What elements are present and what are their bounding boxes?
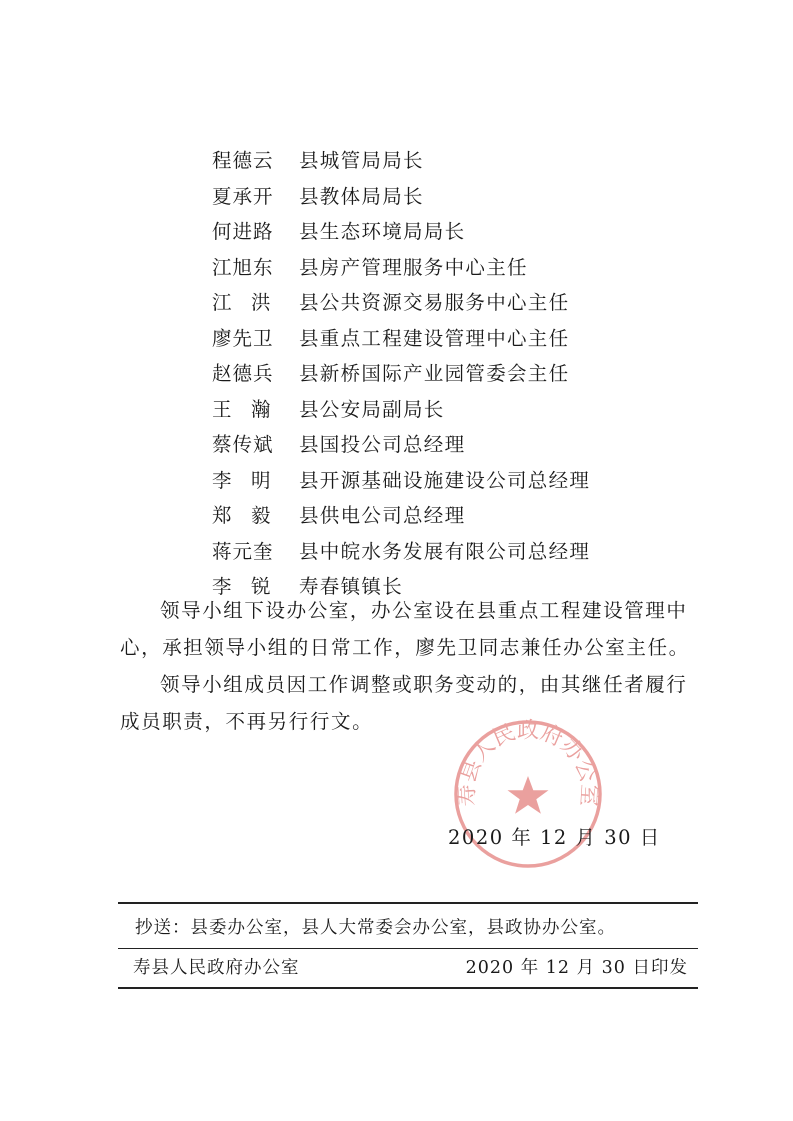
member-row bbox=[212, 427, 682, 463]
member-row bbox=[212, 498, 682, 534]
member-row bbox=[212, 285, 682, 321]
official-seal bbox=[448, 714, 608, 874]
issuing-office: 寿县人民政府办公室 bbox=[133, 958, 300, 978]
member-name: 程德云 bbox=[212, 149, 274, 172]
member-name: 王 瀚 bbox=[212, 397, 271, 421]
member-title: 县国投公司总经理 bbox=[299, 433, 466, 456]
member-name: 赵德兵 bbox=[212, 362, 274, 385]
member-title: 县生态环境局局长 bbox=[299, 220, 466, 243]
member-title: 县教体局局长 bbox=[299, 184, 424, 208]
seal-text: 寿县人民政府办公室 bbox=[454, 718, 602, 808]
member-title: 县中皖水务发展有限公司总经理 bbox=[299, 539, 591, 563]
member-title: 县供电公司总经理 bbox=[299, 504, 466, 527]
member-name: 李 锐 bbox=[212, 575, 271, 598]
member-name: 李 明 bbox=[212, 468, 271, 492]
member-name: 江 洪 bbox=[212, 291, 271, 314]
star-icon bbox=[508, 776, 549, 814]
footer-rule-bottom bbox=[118, 987, 698, 989]
member-name: 蒋元奎 bbox=[212, 539, 274, 563]
member-name: 蔡传斌 bbox=[212, 433, 274, 456]
paragraph-office-text: 领导小组下设办公室，办公室设在县重点工程建设管理中心，承担领导小组的日常工作，廖先卫同志兼任办公室主任。 bbox=[120, 599, 690, 659]
member-title: 县开源基础设施建设公司总经理 bbox=[299, 468, 591, 492]
signature-date: 2020 年 12 月 30 日 bbox=[448, 826, 661, 849]
member-row bbox=[212, 392, 682, 428]
member-row bbox=[212, 321, 682, 357]
member-row bbox=[212, 143, 682, 179]
member-title: 县公安局副局长 bbox=[299, 397, 445, 421]
member-name: 夏承开 bbox=[212, 184, 274, 208]
member-title: 县公共资源交易服务中心主任 bbox=[299, 291, 570, 314]
print-date: 2020 年 12 月 30 日印发 bbox=[465, 958, 688, 978]
footer-rule-top bbox=[118, 902, 698, 904]
cc-line: 抄送：县委办公室，县人大常委会办公室，县政协办公室。 bbox=[135, 918, 616, 938]
member-name: 何进路 bbox=[212, 220, 274, 243]
member-title: 县房产管理服务中心主任 bbox=[299, 255, 528, 279]
member-title: 寿春镇镇长 bbox=[299, 575, 404, 598]
member-title: 县新桥国际产业园管委会主任 bbox=[299, 362, 570, 385]
member-row bbox=[212, 250, 682, 286]
footer-rule-middle bbox=[118, 948, 698, 949]
member-list bbox=[212, 143, 682, 605]
member-row bbox=[212, 534, 682, 570]
paragraph-succession-text: 领导小组成员因工作调整或职务变动的，由其继任者履行成员职责，不再另行行文。 bbox=[120, 673, 688, 733]
member-row bbox=[212, 179, 682, 215]
member-row bbox=[212, 214, 682, 250]
member-row bbox=[212, 463, 682, 499]
paragraph-succession bbox=[120, 666, 700, 740]
member-name: 廖先卫 bbox=[212, 326, 274, 350]
member-title: 县城管局局长 bbox=[299, 149, 424, 172]
paragraph-office bbox=[120, 592, 700, 666]
member-name: 郑 毅 bbox=[212, 504, 271, 527]
member-row bbox=[212, 356, 682, 392]
member-name: 江旭东 bbox=[212, 255, 274, 279]
member-title: 县重点工程建设管理中心主任 bbox=[299, 326, 570, 350]
